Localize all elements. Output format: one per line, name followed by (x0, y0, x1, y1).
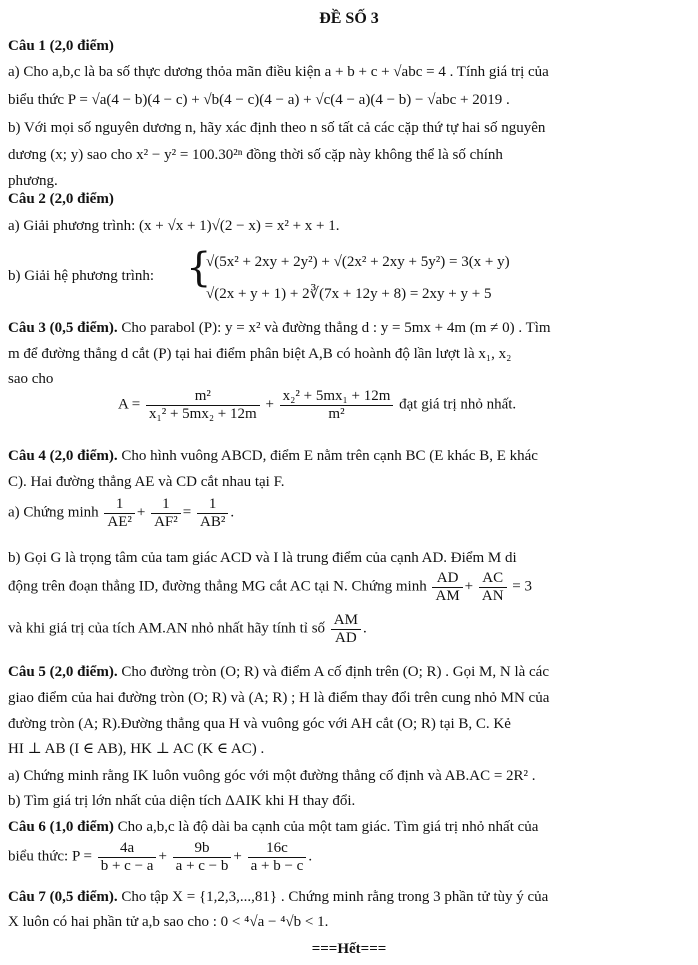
q6-fraction-2 (173, 840, 232, 874)
q4-b-fraction-2 (479, 570, 507, 604)
q4-line1-heading: Câu 4 (2,0 điểm). (8, 448, 118, 464)
q4-a-f2-num: 1 (151, 496, 181, 514)
q4-a-f1-num: 1 (104, 496, 135, 514)
q4-line1: Câu 4 (2,0 điểm). Cho hình vuông ABCD, điểm E nằm trên cạnh BC (E khác B, E khác (8, 448, 538, 464)
q5-line1: Câu 5 (2,0 điểm). Cho đường tròn (O; R) và điểm A cố định trên (O; R) . Gọi M, N là các (8, 664, 549, 680)
q7-line1: Câu 7 (0,5 điểm). Cho tập X = {1,2,3,...,81} . Chứng minh rằng trong 3 phần tử tùy ý của (8, 889, 549, 905)
q4-b-f3-den: AD (335, 629, 357, 646)
q4-a-fraction-3 (197, 496, 228, 530)
q1-heading: Câu 1 (2,0 điểm) (8, 38, 114, 54)
q5-line3: đường tròn (A; R).Đường thẳng qua H và vuông góc với AH cắt (O; R) tại B, C. Kẻ (8, 716, 511, 732)
q6-f1-num: 4a (98, 840, 157, 858)
q5-a-line: a) Chứng minh rằng IK luôn vuông góc với một đường thẳng cố định và AB.AC = 2R² . (8, 768, 536, 784)
q4-a-f3-num: 1 (197, 496, 228, 514)
q4-a: a) Chứng minh $\frac{1}{\text{AE²}}$ + $\frac{1}{\text{AF²}}$ = $\frac{1}{\text{AB²}}$ . (8, 496, 235, 530)
q1-b-line3: phương. (8, 173, 58, 189)
q4-a-fraction-1 (104, 496, 135, 530)
q6-prefix: biểu thức: P = (8, 848, 92, 865)
q2-b-label: b) Giải hệ phương trình: (8, 268, 155, 284)
q4-b-f2-num: AC (479, 570, 507, 588)
q3-fraction-2 (280, 388, 394, 422)
q6-f3-den: a + b − c (250, 857, 304, 874)
q6-formula: biểu thức: P = $\frac{4a}{b + c - a}$ + $\frac{9b}{a + c - b}$ + $\frac{16c}{a + b - c}$ . (8, 840, 313, 874)
q3-line1: Câu 3 (0,5 điểm). Cho parabol (P): y = x² và đường thẳng d : y = 5mx + 4m (m ≠ 0) . Tìm (8, 320, 551, 336)
q4-b-line2-prefix: động trên đoạn thẳng ID, đường thẳng MG cắt AC tại N. Chứng minh (8, 578, 427, 595)
q3-line3: sao cho (8, 371, 54, 387)
q1-b-line2: dương (x; y) sao cho x² − y² = 100.30²ⁿ đồng thời số cặp này không thể là số chính (8, 147, 503, 163)
q3-f2-den: m² (328, 405, 345, 422)
q2-b-eq2: √(2x + y + 1) + 2∛(7x + 12y + 8) = 2xy + y + 5 (206, 286, 492, 302)
q5-line2: giao điểm của hai đường tròn (O; R) và (A; R) ; H là điểm thay đổi trên cung nhỏ MN của (8, 690, 550, 706)
q2-b-eq1: √(5x² + 2xy + 2y²) + √(2x² + 2xy + 5y²) = 3(x + y) (206, 254, 510, 270)
q3-f1-num: m² (146, 388, 260, 406)
q4-b-line2: động trên đoạn thẳng ID, đường thẳng MG cắt AC tại N. Chứng minh $\frac{AD}{AM}$ + $\frac{AC}{AN}$ = 3 (8, 570, 533, 604)
q4-b-f2-den: AN (481, 587, 504, 604)
q6-f2-den: a + c − b (175, 857, 229, 874)
exam-title: ĐỀ SỐ 3 (319, 10, 379, 27)
q3-formula (118, 388, 516, 422)
q5-line1-heading: Câu 5 (2,0 điểm). (8, 664, 118, 680)
q1-a-line1: a) Cho a,b,c là ba số thực dương thỏa mãn điều kiện a + b + c + √abc = 4 . Tính giá trị của (8, 64, 549, 80)
q2-heading: Câu 2 (2,0 điểm) (8, 191, 114, 207)
q4-b-line3-prefix: và khi giá trị của tích AM.AN nhỏ nhất hãy tính tỉ số (8, 620, 326, 637)
q4-b-line3: và khi giá trị của tích AM.AN nhỏ nhất hãy tính tỉ số $\frac{AM}{AD}$ . (8, 612, 367, 646)
q3-f1-den: x₁² + 5mx₂ + 12m (148, 405, 257, 422)
q4-a-f2-den: AF² (154, 513, 178, 530)
q4-a-fraction-2 (151, 496, 181, 530)
q4-a-f1-den: AE² (107, 513, 132, 530)
q3-line1-heading: Câu 3 (0,5 điểm). (8, 320, 118, 336)
q4-b-fraction-3 (331, 612, 361, 646)
q2-a-line: a) Giải phương trình: (x + √x + 1)√(2 − x) = x² + x + 1. (8, 218, 340, 234)
q6-fraction-1 (98, 840, 157, 874)
q7-line1-heading: Câu 7 (0,5 điểm). (8, 889, 118, 905)
q3-formula-suffix: đạt giá trị nhỏ nhất. (399, 396, 517, 413)
end-marker: ===Hết=== (311, 941, 387, 957)
q4-a-f3-den: AB² (199, 513, 226, 530)
q4-b-f1-num: AD (432, 570, 462, 588)
q4-b-fraction-1 (432, 570, 462, 604)
q3-f2-num: x₂² + 5mx₁ + 12m (280, 388, 394, 406)
q4-b-f1-den: AM (435, 587, 460, 604)
q4-b-f3-num: AM (331, 612, 361, 630)
system-brace: { (186, 245, 212, 291)
q6-line1: Câu 6 (1,0 điểm) Cho a,b,c là độ dài ba cạnh của một tam giác. Tìm giá trị nhỏ nhất của (8, 819, 539, 835)
q6-line1-heading: Câu 6 (1,0 điểm) (8, 819, 114, 835)
q6-f2-num: 9b (173, 840, 232, 858)
q4-b-line1: b) Gọi G là trọng tâm của tam giác ACD và I là trung điểm của cạnh AD. Điểm M di (8, 550, 517, 566)
q5-b-line: b) Tìm giá trị lớn nhất của diện tích ΔAIK khi H thay đổi. (8, 793, 356, 809)
q7-line2: X luôn có hai phần tử a,b sao cho : 0 < ⁴√a − ⁴√b < 1. (8, 914, 329, 930)
q4-a-prefix: a) Chứng minh (8, 504, 99, 521)
q3-formula-prefix: A = (118, 396, 141, 413)
q3-plus: + (265, 396, 274, 413)
q3-fraction-1 (146, 388, 260, 422)
q3-line2: m để đường thẳng d cắt (P) tại hai điểm phân biệt A,B có hoành độ lần lượt là x₁, x₂ (8, 346, 512, 362)
q6-f1-den: b + c − a (100, 857, 154, 874)
q6-f3-num: 16c (248, 840, 307, 858)
q6-fraction-3 (248, 840, 307, 874)
q1-a-line2: biểu thức P = √a(4 − b)(4 − c) + √b(4 − c)(4 − a) + √c(4 − a)(4 − b) − √abc + 2019 . (8, 92, 510, 108)
q4-b-eq-tail: = 3 (512, 578, 533, 595)
q4-line2: C). Hai đường thẳng AE và CD cắt nhau tại F. (8, 474, 285, 490)
q5-line4: HI ⊥ AB (I ∈ AB), HK ⊥ AC (K ∈ AC) . (8, 741, 265, 757)
q1-b-line1: b) Với mọi số nguyên dương n, hãy xác định theo n số tất cả các cặp thứ tự hai số nguyên (8, 120, 546, 136)
